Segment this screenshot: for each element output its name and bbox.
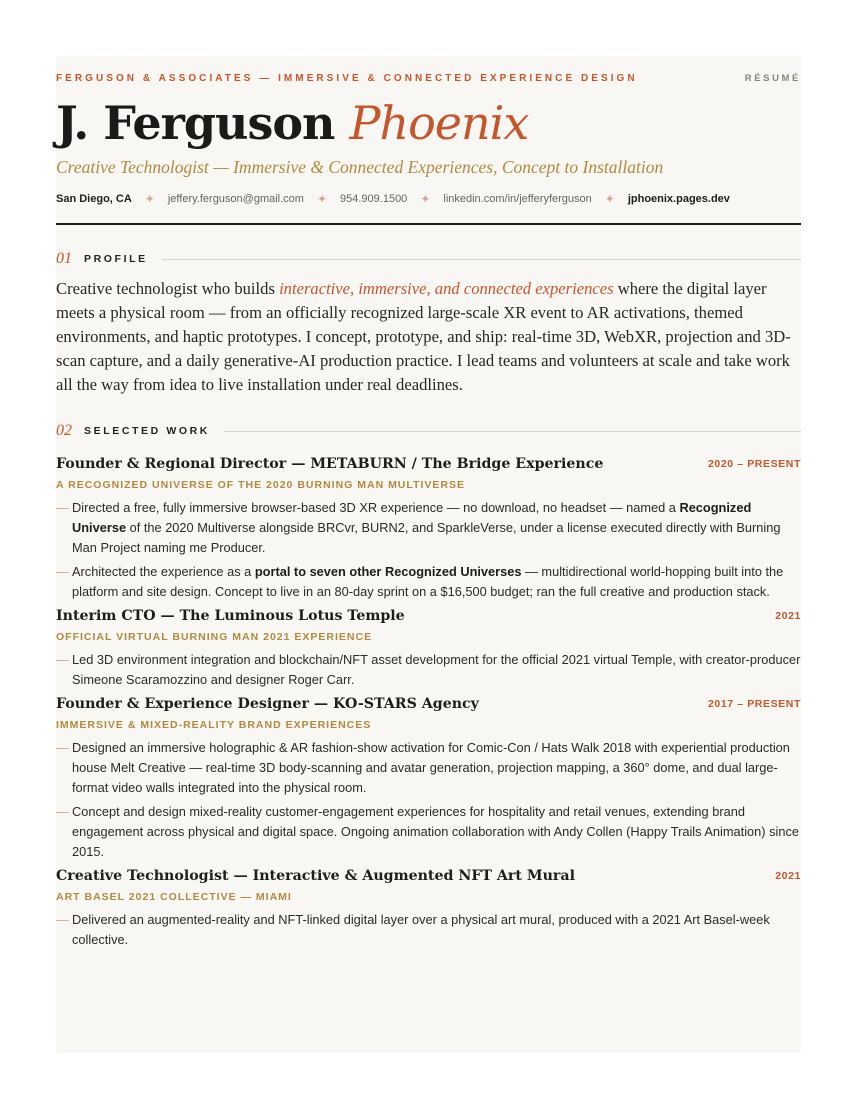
section-divider [162,259,801,260]
bullet-text: — multidirectional world-hopping built into the platform and site design. Concept to live in an 80-day sprint on a $16,500 budget; ran the full creative and production stack. [72,564,784,599]
section-title: SELECTED WORK [84,425,210,437]
job-subtitle: ART BASEL 2021 COLLECTIVE — MIAMI [56,891,292,903]
bullet-text: Directed a free, fully immersive browser-based 3D XR experience — no download, no headset — named a [72,500,680,515]
contact-bar [56,189,801,209]
bullet-text: Led 3D environment integration and blockchain/NFT asset development for the official 2021 virtual Temple, with creator-producer Simeone Scaramozzino and designer Roger Carr. [72,652,801,687]
resume-content [56,56,801,954]
job-entry [56,606,801,690]
job-bullet [56,802,801,862]
tagline: Creative Technologist — Immersive & Connected Experiences, Concept to Installation [56,157,664,177]
bullet-dash: — [56,912,69,927]
section-number: 02 [56,422,72,439]
job-bullets [56,738,801,862]
header-topline [56,73,801,95]
person-name [56,95,801,151]
job-header [56,606,801,626]
job-entry [56,866,801,950]
job-bullet [56,650,801,690]
job-header [56,866,801,886]
profile-text [56,277,801,397]
bullet-dash: — [56,804,69,819]
job-date: 2021 [775,610,801,622]
separator-icon: ✦ [316,192,328,206]
section-title: PROFILE [84,253,148,265]
job-title: Founder & Regional Director — METABURN / The Bridge Experience [56,456,604,472]
job-date: 2020 – PRESENT [707,458,801,470]
job-bullets [56,910,801,950]
bullet-dash: — [56,740,69,755]
contact-website[interactable]: jphoenix.pages.dev [627,193,730,205]
document-label: RÉSUMÉ [744,73,801,84]
bullet-dash: — [56,652,69,667]
name-accent: Phoenix [349,96,529,150]
separator-icon: ✦ [144,192,155,206]
work-section-heading [56,420,801,442]
job-bullets [56,650,801,690]
job-bullet [56,562,801,602]
bullet-emphasis: Recognized Universe [72,500,752,535]
job-subtitle: OFFICIAL VIRTUAL BURNING MAN 2021 EXPERIENCE [56,631,373,643]
job-subtitle: A RECOGNIZED UNIVERSE OF THE 2020 BURNING MAN MULTIVERSE [56,479,465,491]
bullet-emphasis: portal to seven other Recognized Universes [254,564,522,579]
bullet-text: Delivered an augmented-reality and NFT-linked digital layer over a physical art mural, produced with a 2021 Art Basel-week collective. [72,912,770,947]
profile-text-start: Creative technologist who builds [56,279,280,298]
bullet-dash: — [56,500,69,515]
profile-section-heading [56,248,801,270]
job-entry [56,694,801,862]
job-title: Interim CTO — The Luminous Lotus Temple [56,608,405,624]
firm-name: FERGUSON & ASSOCIATES — IMMERSIVE & CONNECTED EXPERIENCE DESIGN [56,73,638,84]
profile-text-end: where the digital layer meets a physical room — from an officially recognized large-scale XR event to AR activations, themed environments, and haptic prototypes. I concept, prototype, and ship: real-time 3D, WebXR, projection and 3D-scan capture, and a daily generative-AI production practice. I lead teams and volunteers at scale and take work all the way from idea to live installation under real deadlines. [56,279,791,394]
name-main: J. Ferguson [56,96,335,150]
bullet-text: Designed an immersive holographic & AR fashion-show activation for Comic-Con / Hats Walk 2018 with experiential production house Melt Creative — real-time 3D body-scanning and avatar generation, projection mapping, a 360° dome, and dual large-format video walls integrated into the physical room. [72,740,790,795]
section-number: 01 [56,250,72,267]
profile-highlight: interactive, immersive, and connected experiences [279,279,614,298]
job-bullet [56,738,801,798]
job-date: 2021 [775,870,801,882]
separator-icon: ✦ [604,192,615,206]
bullet-text: Architected the experience as a [72,564,255,579]
header-rule [56,223,801,225]
section-divider [224,431,801,432]
job-entry [56,454,801,602]
contact-linkedin[interactable]: linkedin.com/in/jefferyferguson [443,193,592,205]
contact-location: San Diego, CA [56,193,132,205]
job-bullets [56,498,801,602]
job-header [56,454,801,474]
job-bullet [56,910,801,950]
job-title: Creative Technologist — Interactive & Augmented NFT Art Mural [56,868,575,884]
job-date: 2017 – PRESENT [707,698,801,710]
job-header [56,694,801,714]
separator-icon: ✦ [420,192,431,206]
job-bullet [56,498,801,558]
bullet-text: Concept and design mixed-reality customer-engagement experiences for hospitality and retail venues, extending brand engagement across physical and digital space. Ongoing animation collaboration with Andy Collen (Happy Trails Animation) since 2015. [72,804,799,859]
bullet-text: of the 2020 Multiverse alongside BRCvr, BURN2, and SparkleVerse, under a license executed directly with Burning Man Project naming me Producer. [72,520,781,555]
bullet-dash: — [56,564,69,579]
contact-email[interactable]: jeffery.ferguson@gmail.com [167,193,304,205]
job-title: Founder & Experience Designer — KO-STARS Agency [56,696,479,712]
job-subtitle: IMMERSIVE & MIXED-REALITY BRAND EXPERIENCES [56,719,372,731]
contact-phone[interactable]: 954.909.1500 [340,193,408,205]
